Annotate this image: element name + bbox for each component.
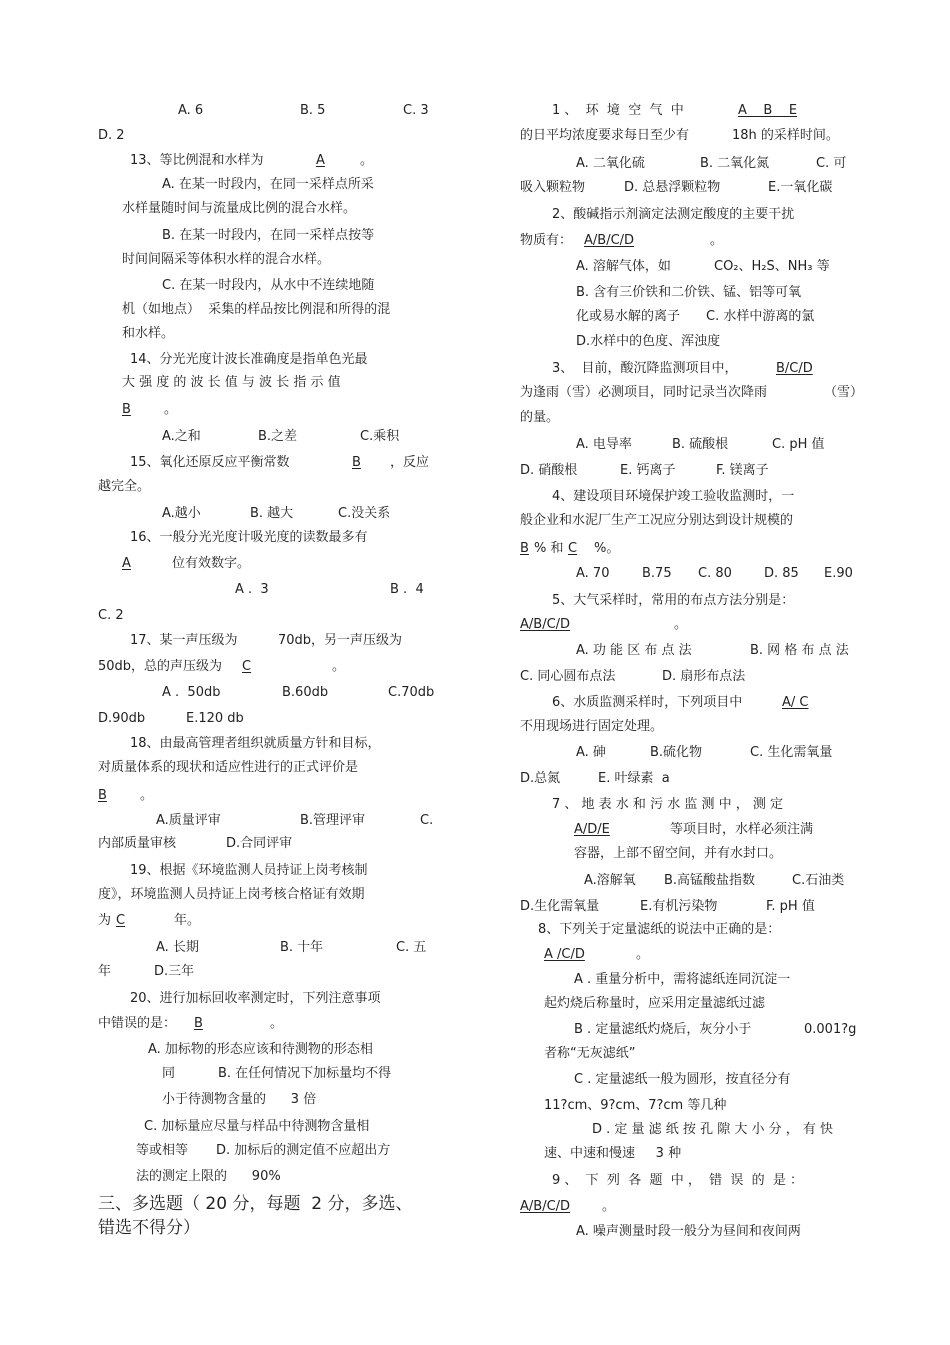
question-text: 50db，总的声压级为	[98, 659, 223, 674]
question-text: A . 重量分析中，需将滤纸连同沉淀一	[574, 972, 791, 987]
question-text: C.石油类	[792, 873, 845, 888]
question-text: 70db，另一声压级为	[278, 633, 403, 648]
question-text: A. 二氧化硫	[576, 156, 645, 171]
question-text: 物质有：	[520, 233, 573, 248]
question-text: 。	[360, 153, 374, 168]
question-text: 13、等比例混和水样为	[130, 153, 264, 168]
question-text: 越完全。	[98, 479, 151, 494]
question-text: A. 功 能 区 布 点 法	[576, 643, 692, 658]
question-text: 18h 的采样时间。	[732, 128, 839, 143]
question-text: A.质量评审	[156, 813, 221, 828]
question-text: 位有效数字。	[172, 556, 251, 571]
question-text: A. 电导率	[576, 437, 632, 452]
question-text: 中错误的是：	[98, 1016, 177, 1031]
question-text: 。	[270, 1016, 284, 1031]
question-text: 19、根据《环境监测人员持证上岗考核制	[130, 863, 368, 878]
question-text: 等项目时，水样必须注满	[670, 822, 814, 837]
question-text: C. 生化需氧量	[750, 745, 833, 760]
question-text: 的量。	[520, 410, 560, 425]
question-text: 水样量随时间与流量成比例的混合水样。	[122, 201, 357, 216]
question-text: A.溶解氧	[584, 873, 636, 888]
question-text: B.之差	[258, 429, 298, 444]
question-text: B. 越大	[250, 506, 294, 521]
question-text: B . 4	[390, 582, 424, 597]
question-text: 和水样。	[122, 326, 175, 341]
question-text: E.90	[824, 566, 853, 581]
question-text: 机（如地点） 采集的样品按比例混和所得的混	[122, 302, 391, 317]
question-text: 为	[98, 913, 112, 928]
question-text: A.越小	[162, 506, 201, 521]
question-text: B. 在某一时段内，在同一采样点按等	[162, 228, 375, 243]
section-heading: 三、多选题（ 20 分，每题 2 分，多选、	[98, 1194, 413, 1214]
question-text: 法的测定上限的 90%	[136, 1169, 281, 1184]
question-text: 等或相等	[136, 1143, 189, 1158]
question-text: A. 70	[576, 566, 610, 581]
question-text: D. 加标后的测定值不应超出方	[216, 1143, 391, 1158]
question-text: B.60db	[282, 685, 329, 700]
question-text: B . 定量滤纸灼烧后，灰分小于	[574, 1022, 752, 1037]
question-text: 不用现场进行固定处理。	[520, 719, 664, 734]
question-text: B.75	[642, 566, 672, 581]
question-text: 速、中速和慢速 3 种	[544, 1146, 682, 1161]
question-text: A . 50db	[162, 685, 221, 700]
answer-text: A	[316, 153, 325, 168]
section-heading: 错选不得分）	[98, 1218, 200, 1238]
question-text: D. 85	[764, 566, 799, 581]
question-text: F. 镁离子	[716, 463, 769, 478]
question-text: A. 砷	[576, 745, 606, 760]
question-text: B.硫化物	[650, 745, 703, 760]
question-text: C. 在某一时段内，从水中不连续地随	[162, 278, 375, 293]
question-text: 16、一般分光光度计吸光度的读数最多有	[130, 530, 368, 545]
answer-text: B/C/D	[776, 361, 813, 376]
question-text: 为逢雨（雪）必测项目，同时记录当次降雨	[520, 385, 768, 400]
question-text: D.合同评审	[226, 836, 293, 851]
question-text: ，反应	[390, 455, 430, 470]
question-text: A. 长期	[156, 940, 199, 955]
question-text: 吸入颗粒物	[520, 180, 586, 195]
question-text: C.	[420, 813, 434, 828]
question-text: 8、下列关于定量滤纸的说法中正确的是：	[538, 922, 781, 937]
question-text: E.一氧化碳	[768, 180, 833, 195]
question-text: 9 、 下 列 各 题 中 ， 错 误 的 是 ：	[552, 1173, 804, 1188]
question-text: A. 加标物的形态应该和待测物的形态相	[148, 1042, 373, 1057]
question-text: 2、酸碱指示剂滴定法测定酸度的主要干扰	[552, 207, 795, 222]
answer-text: A/B/C/D	[584, 233, 635, 248]
answer-text: C	[116, 913, 126, 928]
answer-text: C	[242, 659, 252, 674]
question-text: 18、由最高管理者组织就质量方针和目标，	[130, 736, 381, 751]
question-text: B. 二氧化氮	[700, 156, 770, 171]
answer-text: B	[520, 541, 529, 556]
question-text: C.70db	[388, 685, 435, 700]
question-text: D.三年	[154, 964, 195, 979]
question-text: 同	[162, 1066, 176, 1081]
question-text: D. 总悬浮颗粒物	[624, 180, 721, 195]
question-text: 1 、 环 境 空 气 中	[552, 103, 684, 118]
question-text: 6、水质监测采样时，下列项目中	[552, 695, 743, 710]
question-text: 度》，环境监测人员持证上岗考核合格证有效期	[98, 887, 365, 902]
question-text: B. 网 格 布 点 法	[750, 643, 849, 658]
question-text: 般企业和水泥厂生产工况应分别达到设计规模的	[520, 513, 794, 528]
question-text: （雪）	[824, 385, 864, 400]
question-text: 。	[602, 1199, 616, 1214]
question-text: 起灼烧后称量时，应采用定量滤纸过滤	[544, 996, 766, 1011]
question-text: 。	[140, 788, 154, 803]
question-text: E. 钙离子	[620, 463, 676, 478]
question-text: B. 5	[300, 103, 326, 118]
question-text: 11?cm、9?cm、7?cm 等几种	[544, 1098, 727, 1113]
question-text: 大 强 度 的 波 长 值 与 波 长 指 示 值	[122, 375, 341, 390]
question-text: C.没关系	[338, 506, 391, 521]
question-text: A.之和	[162, 429, 201, 444]
question-text: 年。	[174, 913, 201, 928]
question-text: D.90db	[98, 711, 146, 726]
question-text: C. 2	[98, 608, 124, 623]
question-text: D. 扇形布点法	[662, 669, 746, 684]
question-text: 0.001?g	[804, 1022, 857, 1037]
question-text: B. 含有三价铁和二价铁、锰、铝等可氧	[576, 285, 802, 300]
question-text: D. 硝酸根	[520, 463, 578, 478]
question-text: 年	[98, 964, 112, 979]
answer-text: B	[98, 788, 107, 803]
question-text: 内部质量审核	[98, 836, 177, 851]
question-text: E.120 db	[186, 711, 244, 726]
question-text: 容器，上部不留空间，并有水封口。	[574, 846, 783, 861]
answer-text: B	[122, 402, 131, 417]
question-text: C. 水样中游离的氯	[706, 309, 815, 324]
question-text: 3、 目前，酸沉降监测项目中，	[552, 361, 738, 376]
answer-text: A/D/E	[574, 822, 610, 837]
question-text: 。	[710, 233, 724, 248]
question-text: A. 6	[178, 103, 204, 118]
question-text: 7 、 地 表 水 和 污 水 监 测 中 ， 测 定	[552, 797, 783, 812]
question-text: C. 3	[403, 103, 429, 118]
question-text: 15、氧化还原反应平衡常数	[130, 455, 290, 470]
question-text: 时间间隔采等体积水样的混合水样。	[122, 252, 331, 267]
question-text: D.水样中的色度、浑浊度	[576, 334, 721, 349]
question-text: 17、某一声压级为	[130, 633, 238, 648]
question-text: 5、大气采样时，常用的布点方法分别是：	[552, 593, 795, 608]
question-text: B.高锰酸盐指数	[664, 873, 756, 888]
answer-text: B	[352, 455, 361, 470]
question-text: 小于待测物含量的 3 倍	[162, 1092, 317, 1107]
question-text: D. 2	[98, 128, 125, 143]
question-text: B. 十年	[280, 940, 324, 955]
question-text: 20、进行加标回收率测定时，下列注意事项	[130, 991, 381, 1006]
question-text: F. pH 值	[766, 899, 815, 914]
question-text: 对质量体系的现状和适应性进行的正式评价是	[98, 760, 359, 775]
question-text: 。	[674, 617, 688, 632]
answer-text: B	[194, 1016, 203, 1031]
question-text: A . 3	[235, 582, 269, 597]
question-text: A. 在某一时段内，在同一采样点所采	[162, 177, 374, 192]
question-text: D.生化需氧量	[520, 899, 600, 914]
question-text: B.管理评审	[300, 813, 366, 828]
question-text: A. 溶解气体，如	[576, 259, 671, 274]
question-text: C. 加标量应尽量与样品中待测物含量相	[144, 1119, 370, 1134]
question-text: C. 同心圆布点法	[520, 669, 616, 684]
answer-text: A/B/C/D	[520, 617, 571, 632]
question-text: 。	[332, 659, 346, 674]
question-text: 者称“无灰滤纸”	[544, 1046, 636, 1061]
answer-text: A	[122, 556, 131, 571]
question-text: C. 五	[396, 940, 427, 955]
answer-text: A B E	[738, 103, 798, 118]
question-text: D.总氮	[520, 771, 561, 786]
question-text: A. 噪声测量时段一般分为昼间和夜间两	[576, 1224, 801, 1239]
answer-text: C	[568, 541, 578, 556]
question-text: 。	[164, 402, 178, 417]
answer-text: A/ C	[782, 695, 809, 710]
question-text: 4、建设项目环境保护竣工验收监测时，一	[552, 489, 795, 504]
question-text: %。	[594, 541, 620, 556]
answer-text: A/B/C/D	[520, 1199, 571, 1214]
question-text: E.有机污染物	[640, 899, 718, 914]
question-text: 。	[636, 947, 650, 962]
question-text: C. 可	[816, 156, 847, 171]
answer-text: A /C/D	[544, 947, 585, 962]
question-text: B. 在任何情况下加标量均不得	[218, 1066, 392, 1081]
question-text: C. 80	[698, 566, 732, 581]
question-text: % 和	[534, 541, 564, 556]
question-text: E. 叶绿素 a	[598, 771, 670, 786]
question-text: C. pH 值	[772, 437, 825, 452]
question-text: B. 硫酸根	[672, 437, 729, 452]
question-text: D . 定 量 滤 纸 按 孔 隙 大 小 分 ， 有 快	[592, 1122, 833, 1137]
question-text: 14、分光光度计波长准确度是指单色光最	[130, 352, 368, 367]
question-text: C.乘积	[360, 429, 400, 444]
question-text: 的日平均浓度要求每日至少有	[520, 128, 690, 143]
question-text: CO₂、H₂S、NH₃ 等	[714, 259, 830, 274]
question-text: 化或易水解的离子	[576, 309, 681, 324]
question-text: C . 定量滤纸一般为圆形，按直径分有	[574, 1072, 791, 1087]
